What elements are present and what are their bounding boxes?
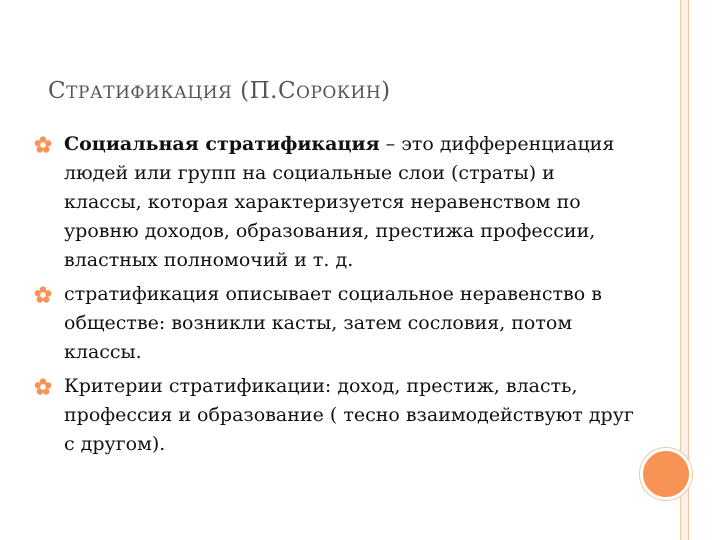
title-word-1: ТРАТИФИКАЦИЯ [66,83,233,103]
title-paren-open: (П. [232,78,278,104]
bullet-item-3 [34,372,634,459]
bullet-item-2 [34,280,634,367]
title-paren-close: ) [381,78,391,104]
title-initial: С [48,78,67,104]
flower-bullet-icon [34,378,52,396]
bullet-1-text: – это дифференциация людей или групп на социальные слои (страты) и классы, которая характеризуется неравенством по уровню доходов, образования, престижа профессии, властных полномочий и т. д. [64,133,615,271]
flower-bullet-icon [34,136,52,154]
bullet-3-text: Критерии стратификации: доход, престиж, власть, профессия и образование ( тесно взаимодействуют друг с другом). [64,375,634,455]
title-author: ОРОКИН [296,83,382,103]
bullet-list [34,130,634,464]
title-author-initial: С [277,78,297,104]
slide-title [48,78,648,104]
decorative-circle [640,448,692,500]
bullet-item-1 [34,130,634,275]
flower-bullet-icon [34,286,52,304]
bullet-2-text: стратификация описывает социальное неравенство в обществе: возникли касты, затем сословия, потом классы. [64,283,602,363]
bullet-1-term: Социальная стратификация [64,133,380,155]
